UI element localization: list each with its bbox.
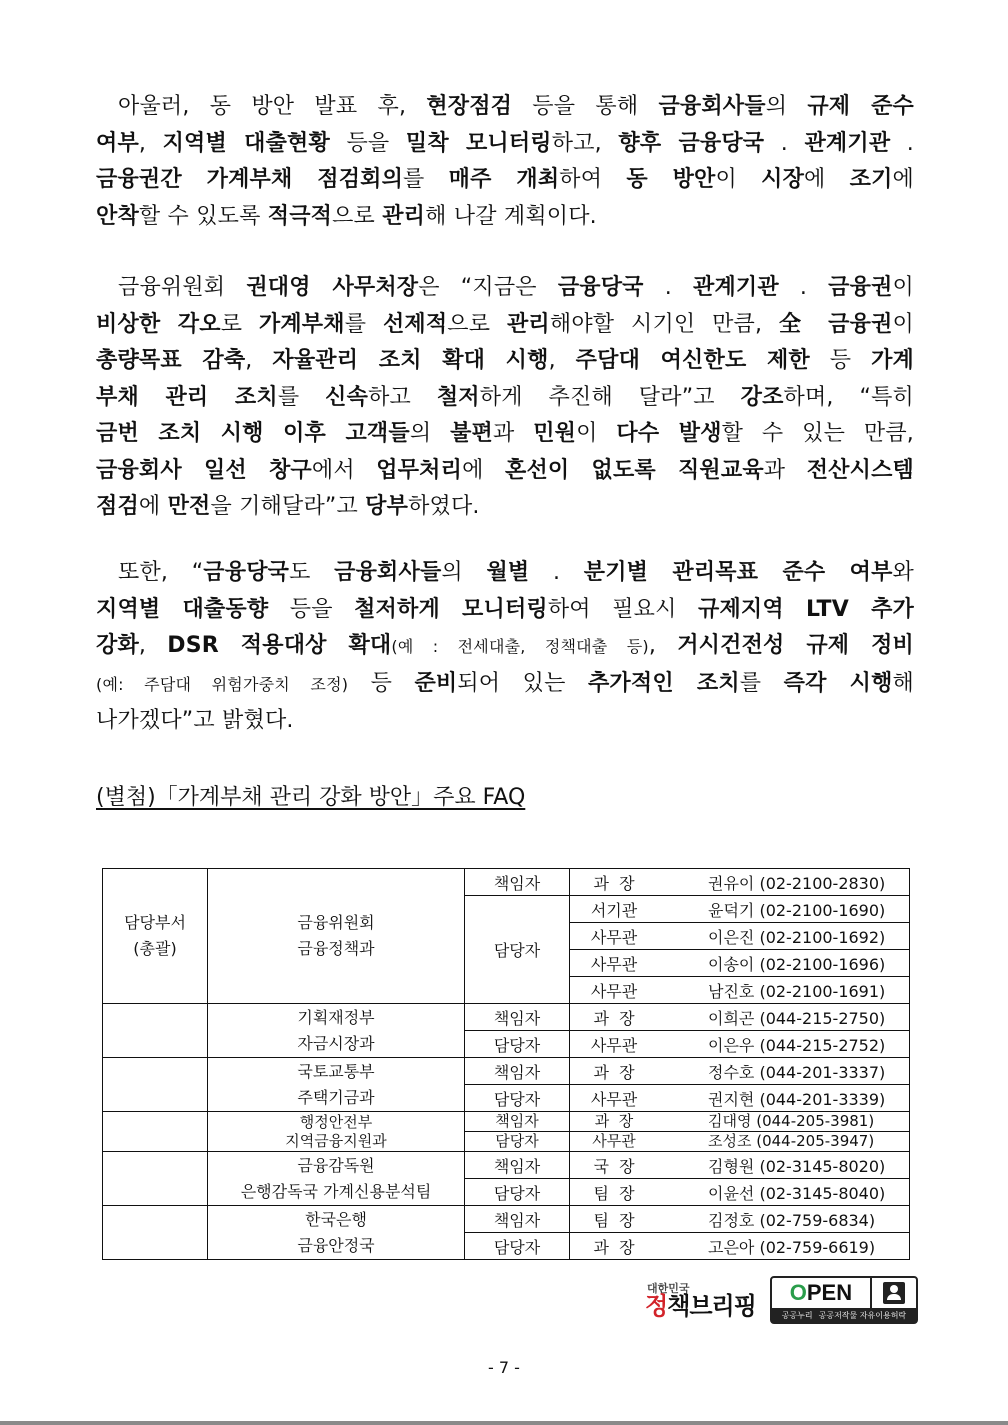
role-cell: 담당자: [465, 1179, 570, 1206]
contact-row: [103, 1152, 910, 1179]
bold-text: 금융회사들: [334, 560, 442, 585]
org-label: 은행감독국 가계신용분석팀: [240, 1181, 432, 1201]
text-segment: 하여: [559, 167, 627, 192]
text-segment: 과: [763, 457, 807, 483]
role-cell: 책임자: [465, 1206, 570, 1233]
text-segment: .: [890, 130, 914, 156]
bold-text: 선제적: [382, 311, 448, 337]
text-segment: 또한, “: [118, 560, 204, 585]
paragraph-additional-measures: [96, 555, 914, 740]
contact-row: [103, 1004, 910, 1031]
contact-cell: 이희곤 (044-215-2750): [658, 1004, 910, 1031]
role-cell: 책임자: [465, 1004, 570, 1031]
bold-text: 관계기관: [693, 275, 779, 300]
text-segment: .: [643, 275, 693, 300]
org-label: 금융정책과: [297, 939, 375, 958]
bold-text: 비상한 각오: [96, 311, 221, 337]
text-segment: 할 수 있도록: [138, 203, 268, 229]
policy-briefing-logo-top: 대한민국: [647, 1281, 690, 1295]
contact-row: [103, 1112, 910, 1132]
text-segment: 등을: [268, 596, 355, 622]
text-segment: 이: [892, 275, 914, 300]
contact-cell: 이은진 (02-2100-1692): [658, 923, 910, 950]
dept-cell: [103, 1004, 208, 1058]
kogl-open-license-badge: [770, 1276, 918, 1324]
text-segment: 하고: [368, 384, 437, 410]
contact-cell: 김형원 (02-3145-8020): [658, 1152, 910, 1179]
contact-cell: 정수호 (044-201-3337): [658, 1058, 910, 1085]
bold-text: DSR 적용대상 확대: [167, 633, 392, 658]
bold-text: 밀착 모니터링: [405, 130, 552, 156]
text-line: [96, 489, 914, 526]
text-line: [96, 89, 914, 126]
bold-text: 가계: [871, 348, 915, 373]
org-label: 자금시장과: [297, 1033, 375, 1053]
text-segment: 를: [739, 670, 784, 696]
text-line: [96, 270, 914, 307]
text-segment: ,: [245, 348, 273, 373]
bold-text: 철저: [436, 384, 480, 410]
bold-text: 분기별 관리목표 준수 여부: [583, 560, 893, 585]
position-cell: 사무관: [570, 950, 659, 977]
org-cell: [208, 1004, 465, 1058]
text-line: [96, 555, 914, 592]
text-segment: 으로: [447, 311, 507, 337]
text-line: [96, 307, 914, 344]
text-segment: 하여 필요시: [547, 596, 699, 622]
text-segment: ,: [548, 348, 576, 373]
text-segment: 등을 통해: [512, 94, 659, 119]
org-label: 기획재정부: [297, 1007, 375, 1027]
paragraph-secretary-remarks: [96, 270, 914, 526]
position-cell: 사무관: [570, 1132, 659, 1152]
bold-text: 금융회사들: [658, 94, 766, 119]
position-cell: 서기관: [570, 896, 659, 923]
contact-cell: 고은아 (02-759-6619): [658, 1233, 910, 1260]
text-segment: 하였다.: [408, 494, 480, 519]
position-cell: 팀 장: [570, 1206, 659, 1233]
open-wordmark: O PEN: [772, 1278, 872, 1308]
position-cell: 사무관: [570, 923, 659, 950]
role-cell: 담당자: [465, 1085, 570, 1112]
role-cell: 담당자: [465, 1132, 570, 1152]
bold-text: 규제지역 LTV 추가: [698, 596, 914, 622]
text-segment: 와: [892, 560, 914, 585]
text-line: [96, 628, 914, 666]
bold-text: 현장점검: [426, 94, 513, 119]
text-segment: 아울러, 동 방안 발표 후,: [118, 94, 427, 119]
bold-text: 규제 준수: [807, 94, 914, 119]
org-label: 행정안전부: [299, 1112, 373, 1131]
position-cell: 사무관: [570, 1031, 659, 1058]
bold-text: 권대영 사무처장: [246, 275, 419, 300]
text-segment: 금융위원회: [118, 275, 247, 300]
bold-text: 관계기관: [804, 130, 891, 156]
contact-row: [103, 1058, 910, 1085]
bold-text: 금융회사 일선 창구: [96, 457, 312, 483]
kogl-license-text: 공공누리 공공저작물 자유이용허락: [772, 1308, 916, 1322]
bold-text: 월별: [486, 560, 530, 585]
text-line: [96, 703, 914, 740]
text-line: [96, 343, 914, 380]
bold-text: 즉각 시행: [783, 670, 893, 696]
bold-text: 강화: [96, 633, 139, 658]
bold-text: 지역별 대출현황: [162, 130, 330, 156]
position-cell: 과 장: [570, 1233, 659, 1260]
text-segment: 으로: [332, 203, 383, 229]
bold-text: 전산시스템: [806, 457, 914, 483]
text-line: [96, 199, 914, 236]
role-cell: 담당자: [465, 1233, 570, 1260]
bold-text: 관리: [506, 311, 550, 337]
bold-text: 업무처리: [376, 457, 463, 483]
role-cell: 책임자: [465, 1058, 570, 1085]
text-segment: 이: [892, 311, 914, 337]
contact-row: [103, 1206, 910, 1233]
role-cell: 담당자: [465, 1031, 570, 1058]
text-segment: 하고,: [551, 130, 619, 156]
text-segment: 의: [409, 421, 451, 446]
policy-briefing-logo: [645, 1283, 756, 1318]
text-segment: .: [778, 275, 829, 300]
org-label: 금융위원회: [297, 913, 375, 932]
bold-text: 금융권간 가계부채 점검회의: [96, 167, 404, 192]
role-cell: 책임자: [465, 869, 570, 896]
text-segment: 의: [441, 560, 487, 585]
text-segment: 되어 있는: [457, 670, 588, 696]
text-segment: 할 수 있는 만큼,: [721, 421, 914, 446]
text-segment: 를: [403, 167, 449, 192]
policy-briefing-logo-main: 정책브리핑: [645, 1291, 756, 1320]
text-segment: 에서: [311, 457, 377, 483]
position-cell: 과 장: [570, 869, 659, 896]
contact-cell: 권지현 (044-201-3339): [658, 1085, 910, 1112]
text-line: [96, 416, 914, 453]
text-segment: 하며, “특히: [783, 384, 915, 410]
text-segment: 나가겠다”고 밝혔다.: [96, 708, 294, 733]
role-cell: 담당자: [465, 896, 570, 1004]
contact-cell: 조성조 (044-205-3947): [658, 1132, 910, 1152]
text-segment: 과: [492, 421, 534, 446]
text-segment: 등: [809, 348, 872, 373]
bold-text: 매주 개최: [448, 167, 560, 192]
bold-text: 불편: [450, 421, 493, 446]
bold-text: 금번 조치 시행 이후 고객들: [96, 421, 410, 446]
text-segment: ,: [648, 633, 678, 658]
bold-text: 금융당국: [557, 275, 644, 300]
org-cell: [208, 1152, 465, 1206]
text-segment: (예 : 전세대출, 정책대출 등): [391, 637, 649, 656]
position-cell: 국 장: [570, 1152, 659, 1179]
text-line: [96, 162, 914, 199]
org-cell: [208, 1058, 465, 1112]
position-cell: 팀 장: [570, 1179, 659, 1206]
bold-text: 강조: [740, 384, 784, 410]
position-cell: 사무관: [570, 1085, 659, 1112]
text-line: [96, 126, 914, 163]
org-label: 한국은행: [305, 1209, 367, 1229]
text-segment: ,: [138, 633, 168, 658]
bold-text: 준비: [414, 670, 458, 696]
text-segment: 을 기해달라”고: [210, 494, 366, 519]
bold-text: 동 방안: [626, 167, 716, 192]
bold-text: 시장: [761, 167, 805, 192]
text-line: [96, 666, 914, 704]
text-segment: ,: [138, 130, 163, 156]
text-segment: 로: [220, 311, 259, 337]
bold-text: 금융권: [828, 275, 893, 300]
footer-logos: [645, 1276, 918, 1324]
contact-cell: 김대영 (044-205-3981): [658, 1112, 910, 1132]
text-segment: 에: [892, 167, 914, 192]
org-cell: [208, 1206, 465, 1260]
bold-text: 혼선이 없도록 직원교육: [505, 457, 764, 483]
dept-cell: [103, 1152, 208, 1206]
text-segment: 등을: [329, 130, 406, 156]
dept-label: 담당부서: [124, 913, 186, 932]
dept-label: (총괄): [133, 939, 177, 958]
dept-cell: [103, 1058, 208, 1112]
contact-cell: 이송이 (02-2100-1696): [658, 950, 910, 977]
contact-cell: 김정호 (02-759-6834): [658, 1206, 910, 1233]
text-segment: 하게 추진해 달라”고: [479, 384, 741, 410]
page-number: - 7 -: [488, 1358, 520, 1377]
contact-cell: 권유이 (02-2100-2830): [658, 869, 910, 896]
bold-text: 추가적인 조치: [587, 670, 740, 696]
org-label: 지역금융지원과: [285, 1131, 387, 1150]
position-cell: 과 장: [570, 1112, 659, 1132]
text-line: [96, 453, 914, 490]
bold-text: 여부: [96, 130, 139, 156]
contact-cell: 이윤선 (02-3145-8040): [658, 1179, 910, 1206]
org-cell: [208, 1112, 465, 1152]
bold-text: 금융당국: [203, 560, 290, 585]
text-segment: 에: [138, 494, 168, 519]
bold-text: 관리: [382, 203, 426, 229]
text-line: [96, 592, 914, 629]
text-segment: 해야할 시기인 만큼,: [549, 311, 779, 337]
text-segment: 를: [277, 384, 326, 410]
bold-text: 거시건전성 규제 정비: [677, 633, 914, 658]
org-label: 주택기금과: [297, 1087, 375, 1107]
org-label: 국토교통부: [297, 1061, 375, 1081]
bold-text: 안착: [96, 203, 139, 229]
role-cell: 책임자: [465, 1112, 570, 1132]
text-line: [96, 380, 914, 417]
bold-text: 민원: [533, 421, 577, 446]
dept-cell: [103, 869, 208, 1004]
contact-cell: 윤덕기 (02-2100-1690): [658, 896, 910, 923]
org-cell: [208, 869, 465, 1004]
text-segment: 이: [715, 167, 762, 192]
bold-text: 당부: [365, 494, 409, 519]
text-segment: 도: [289, 560, 335, 585]
page-bottom-rule: [0, 1421, 1008, 1425]
text-segment: 해 나갈 계획이다.: [425, 203, 597, 229]
bold-text: 철저하게 모니터링: [354, 596, 548, 622]
text-segment: 에: [462, 457, 505, 483]
bold-text: 신속: [325, 384, 369, 410]
contact-table: [102, 868, 910, 1260]
role-cell: 책임자: [465, 1152, 570, 1179]
bold-text: 점검: [96, 494, 139, 519]
org-label: 금융안정국: [297, 1235, 375, 1255]
contact-row: [103, 869, 910, 896]
text-segment: (예: 주담대 위험가중치 조정): [96, 674, 349, 694]
text-segment: 해: [892, 670, 914, 696]
bold-text: 자율관리 조치 확대 시행: [272, 348, 549, 373]
bold-text: 조기: [849, 167, 893, 192]
text-segment: 의: [765, 94, 808, 119]
bold-text: 全 금융권: [778, 311, 893, 337]
bold-text: 가계부채: [258, 311, 345, 337]
org-label: 금융감독원: [297, 1155, 375, 1175]
bold-text: 만전: [167, 494, 211, 519]
text-segment: 이: [576, 421, 617, 446]
text-segment: .: [764, 130, 805, 156]
bold-text: 총량목표 감축: [96, 348, 246, 373]
text-segment: .: [529, 560, 584, 585]
attribution-person-icon: [872, 1278, 916, 1308]
paragraph-monitoring: [96, 89, 914, 235]
bold-text: 지역별 대출동향: [96, 596, 269, 622]
text-segment: 에: [804, 167, 850, 192]
bold-text: 주담대 여신한도 제한: [575, 348, 810, 373]
text-segment: 은 “지금은: [418, 275, 558, 300]
bold-text: 향후 금융당국: [618, 130, 765, 156]
text-segment: 를: [344, 311, 383, 337]
contact-cell: 남진호 (02-2100-1691): [658, 977, 910, 1004]
contact-cell: 이은우 (044-215-2752): [658, 1031, 910, 1058]
text-segment: 등: [348, 670, 415, 696]
position-cell: 과 장: [570, 1004, 659, 1031]
position-cell: 과 장: [570, 1058, 659, 1085]
dept-cell: [103, 1206, 208, 1260]
attachment-title: (별첨)「가계부채 관리 강화 방안」주요 FAQ: [96, 785, 526, 810]
dept-cell: [103, 1112, 208, 1152]
position-cell: 사무관: [570, 977, 659, 1004]
bold-text: 부채 관리 조치: [96, 384, 278, 410]
bold-text: 다수 발생: [616, 421, 722, 446]
bold-text: 적극적: [267, 203, 333, 229]
